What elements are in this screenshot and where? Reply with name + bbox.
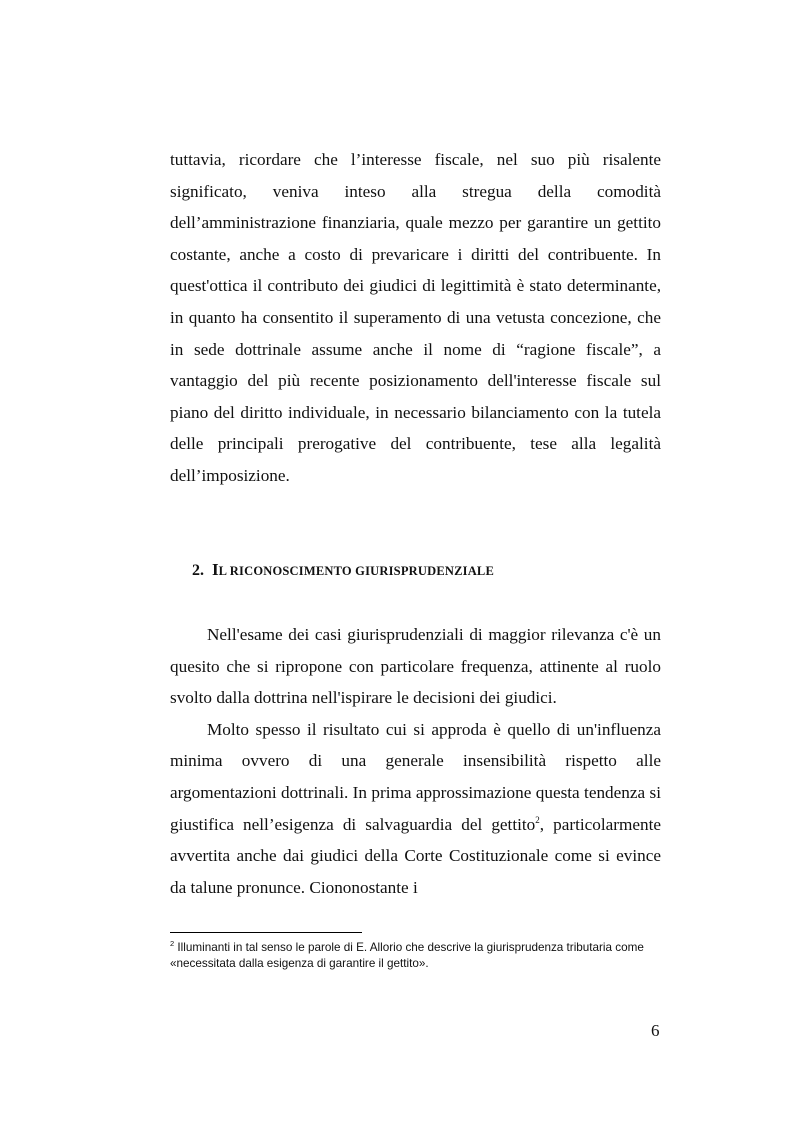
footnote-text: Illuminanti in tal senso le parole di E. Allorio che descrive la giurisprudenza tributaria come «necessitata dalla esigenza di garantire il gettito». (170, 941, 644, 970)
section-heading (192, 560, 494, 580)
footnote-separator (170, 932, 362, 933)
section-body (170, 619, 661, 903)
body-paragraph: tuttavia, ricordare che l’interesse fiscale, nel suo più risalente significato, veniva inteso alla stregua della comodità dell’amministrazione finanziaria, quale mezzo per garantire un gettito costante, anche a costo di prevaricare i diritti del contribuente. In quest'ottica il contributo dei giudici di legittimità è stato determinante, in quanto ha consentito il superamento di una vetusta concezione, che in sede dottrinale assume anche il nome di “ragione fiscale”, a vantaggio del più recente posizionamento dell'interesse fiscale sul piano del diritto individuale, in necessario bilanciamento con la tutela delle principali prerogative del contribuente, tese alla legalità dell’imposizione. (170, 150, 661, 485)
section-number: 2. (192, 562, 204, 579)
section-title-initial: I (212, 560, 219, 579)
footnote-reference: 2 (535, 814, 540, 825)
section-paragraph-1: Nell'esame dei casi giurisprudenziali di maggior rilevanza c'è un quesito che si ripropone con particolare frequenza, attinente al ruolo svolto dalla dottrina nell'ispirare le decisioni dei giudici. (170, 625, 661, 708)
section-paragraph-2 (170, 714, 661, 904)
paragraph-text-continued: , particolarmente avvertita anche dai giudici della Corte Costituzionale come si evince da talune pronunce. Ciononostante i (170, 814, 662, 897)
footnote (170, 940, 661, 972)
paragraph-text: Molto spesso il risultato cui si approda è quello di un'influenza minima ovvero di una generale insensibilità rispetto alle argomentazioni dottrinali. In prima approssimazione questa tendenza si giustifica nell’esigenza di salvaguardia del gettito (170, 719, 661, 834)
section-title: L RICONOSCIMENTO GIURISPRUDENZIALE (218, 564, 494, 578)
page-number: 6 (651, 1021, 660, 1040)
footnote-number: 2 (170, 939, 175, 948)
